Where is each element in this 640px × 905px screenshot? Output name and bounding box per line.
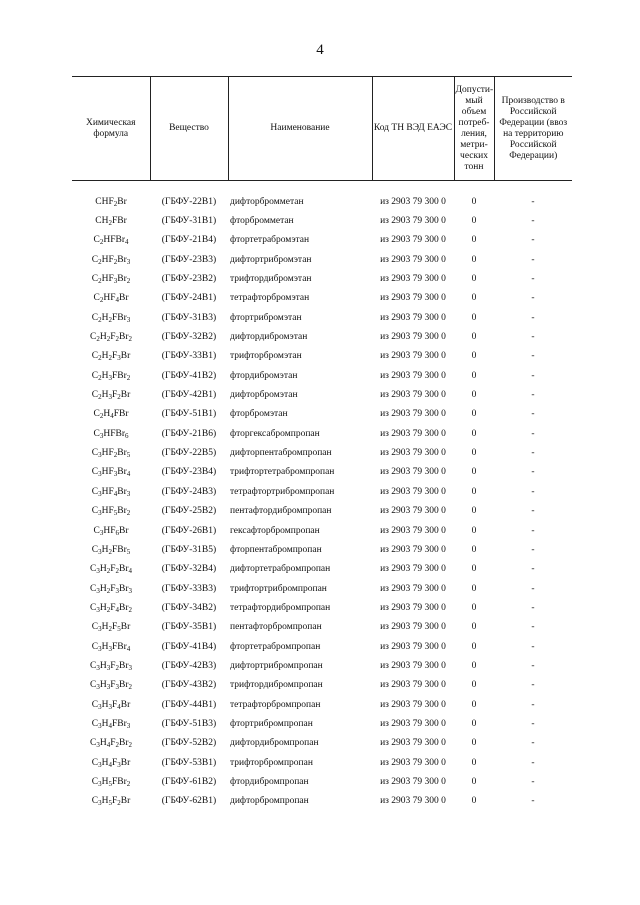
cell-allowed-consumption: 0 <box>471 254 477 265</box>
cell-name: фтортетрабромпропан <box>230 641 321 652</box>
cell-allowed-consumption: 0 <box>471 796 477 807</box>
cell-code: из 2903 79 300 0 <box>380 428 446 439</box>
cell-name: дифторпентабромпропан <box>230 448 332 459</box>
cell-formula: $C_3H_4FBr_3$ <box>91 718 131 730</box>
cell-name: трифтортрибромпропан <box>230 583 327 594</box>
substances-table-container <box>72 76 572 811</box>
cell-allowed-consumption: 0 <box>471 622 477 633</box>
cell-code: из 2903 79 300 0 <box>380 506 446 517</box>
cell-name: тетрафторбромэтан <box>230 293 310 304</box>
cell-formula: $C_2HF_3Br_2$ <box>91 274 131 286</box>
cell-code: из 2903 79 300 0 <box>380 622 446 633</box>
cell-substance: (ГБФУ-42B1) <box>161 390 217 401</box>
cell-name: дифтортетрабромпропан <box>230 564 331 575</box>
cell-name: дифтордибромпропан <box>230 738 319 749</box>
cell-name: дифтортрибромэтан <box>230 254 312 265</box>
cell-substance: (ГБФУ-22B1) <box>161 196 217 207</box>
cell-allowed-consumption: 0 <box>471 564 477 575</box>
cell-formula: $C_3H_3F_4Br$ <box>91 699 131 711</box>
cell-allowed-consumption: 0 <box>471 448 477 459</box>
cell-formula: $C_2HF_4Br$ <box>93 293 129 305</box>
cell-substance: (ГБФУ-33B3) <box>161 583 217 594</box>
cell-code: из 2903 79 300 0 <box>380 448 446 459</box>
cell-formula: $C_3H_2F_5Br$ <box>91 622 131 634</box>
cell-allowed-consumption: 0 <box>471 235 477 246</box>
cell-production: - <box>531 370 535 381</box>
cell-formula: $C_3HF_4Br_3$ <box>91 486 131 498</box>
cell-code: из 2903 79 300 0 <box>380 293 446 304</box>
cell-code: из 2903 79 300 0 <box>380 680 446 691</box>
cell-production: - <box>531 660 535 671</box>
table-row <box>72 463 572 482</box>
cell-name: дифторбромпропан <box>230 796 309 807</box>
cell-code: из 2903 79 300 0 <box>380 583 446 594</box>
cell-production: - <box>531 602 535 613</box>
cell-substance: (ГБФУ-62B1) <box>161 796 217 807</box>
table-row <box>72 753 572 772</box>
cell-substance: (ГБФУ-34B2) <box>161 602 217 613</box>
cell-production: - <box>531 390 535 401</box>
cell-substance: (ГБФУ-32B4) <box>161 564 217 575</box>
table-row <box>72 289 572 308</box>
table-spacer-row <box>72 181 572 193</box>
cell-name: дифтордибромэтан <box>230 332 308 343</box>
table-row <box>72 560 572 579</box>
cell-code: из 2903 79 300 0 <box>380 699 446 710</box>
cell-formula: $C_2H_2FBr_3$ <box>91 312 131 324</box>
cell-allowed-consumption: 0 <box>471 428 477 439</box>
cell-allowed-consumption: 0 <box>471 738 477 749</box>
cell-name: фтордибромэтан <box>230 370 298 381</box>
cell-substance: (ГБФУ-25B2) <box>161 506 217 517</box>
substances-table <box>72 76 572 811</box>
cell-allowed-consumption: 0 <box>471 196 477 207</box>
cell-substance: (ГБФУ-31B3) <box>161 312 217 323</box>
cell-name: пентафторбромпропан <box>230 622 322 633</box>
table-row <box>72 637 572 656</box>
cell-substance: (ГБФУ-53B1) <box>161 757 217 768</box>
cell-name: фторбромметан <box>230 216 294 227</box>
cell-code: из 2903 79 300 0 <box>380 216 446 227</box>
cell-formula: $C_2H_2F_3Br$ <box>91 351 131 363</box>
cell-formula: $C_3HF_6Br$ <box>93 525 129 537</box>
cell-name: дифторбромметан <box>230 196 304 207</box>
cell-formula: $C_3H_2F_4Br_2$ <box>89 602 132 614</box>
cell-substance: (ГБФУ-61B2) <box>161 776 217 787</box>
cell-formula: $C_3HF_3Br_4$ <box>91 467 131 479</box>
cell-production: - <box>531 293 535 304</box>
cell-name: фторпентабромпропан <box>230 544 322 555</box>
cell-substance: (ГБФУ-22B5) <box>161 448 217 459</box>
cell-name: пентафтордибромпропан <box>230 506 332 517</box>
header-code: Код ТН ВЭД ЕАЭС <box>372 77 454 181</box>
cell-substance: (ГБФУ-23B2) <box>161 274 217 285</box>
cell-formula: $C_3H_3F_2Br_3$ <box>89 660 132 672</box>
table-row <box>72 772 572 791</box>
table-row <box>72 424 572 443</box>
cell-substance: (ГБФУ-42B3) <box>161 660 217 671</box>
cell-code: из 2903 79 300 0 <box>380 409 446 420</box>
cell-production: - <box>531 254 535 265</box>
table-row <box>72 231 572 250</box>
cell-formula: $CHF_2Br$ <box>95 196 127 208</box>
cell-formula: $C_3HFBr_6$ <box>93 428 129 440</box>
cell-production: - <box>531 332 535 343</box>
cell-code: из 2903 79 300 0 <box>380 757 446 768</box>
table-row <box>72 579 572 598</box>
cell-code: из 2903 79 300 0 <box>380 390 446 401</box>
table-row <box>72 598 572 617</box>
cell-production: - <box>531 641 535 652</box>
cell-substance: (ГБФУ-44B1) <box>161 699 217 710</box>
cell-allowed-consumption: 0 <box>471 332 477 343</box>
cell-production: - <box>531 544 535 555</box>
cell-production: - <box>531 312 535 323</box>
cell-formula: $C_2HF_2Br_3$ <box>91 254 131 266</box>
table-row <box>72 269 572 288</box>
cell-formula: $CH_2FBr$ <box>95 216 127 228</box>
cell-name: фтортрибромпропан <box>230 718 313 729</box>
cell-production: - <box>531 796 535 807</box>
cell-allowed-consumption: 0 <box>471 506 477 517</box>
header-production: Производство в Российской Федерации (ввоз на территорию Российской Федерации) <box>494 77 572 181</box>
cell-name: гексафторбромпропан <box>230 525 320 536</box>
cell-substance: (ГБФУ-52B2) <box>161 738 217 749</box>
cell-code: из 2903 79 300 0 <box>380 196 446 207</box>
cell-name: фтордибромпропан <box>230 776 309 787</box>
cell-name: дифторбромэтан <box>230 390 298 401</box>
table-row <box>72 618 572 637</box>
cell-name: тетрафтортрибромпропан <box>230 486 335 497</box>
cell-allowed-consumption: 0 <box>471 390 477 401</box>
cell-code: из 2903 79 300 0 <box>380 641 446 652</box>
cell-name: трифторбромпропан <box>230 757 313 768</box>
table-row <box>72 366 572 385</box>
cell-code: из 2903 79 300 0 <box>380 738 446 749</box>
cell-substance: (ГБФУ-23B3) <box>161 254 217 265</box>
cell-code: из 2903 79 300 0 <box>380 235 446 246</box>
cell-production: - <box>531 409 535 420</box>
cell-name: трифторбромэтан <box>230 351 302 362</box>
cell-production: - <box>531 583 535 594</box>
cell-formula: $C_2HFBr_4$ <box>93 235 129 247</box>
cell-name: дифтортрибромпропан <box>230 660 323 671</box>
cell-production: - <box>531 486 535 497</box>
page-number: 4 <box>316 42 324 58</box>
header-formula: Химическая формула <box>72 77 150 181</box>
cell-allowed-consumption: 0 <box>471 467 477 478</box>
cell-formula: $C_2H_4FBr$ <box>93 409 129 421</box>
cell-formula: $C_2H_3FBr_2$ <box>91 370 131 382</box>
cell-allowed-consumption: 0 <box>471 370 477 381</box>
cell-code: из 2903 79 300 0 <box>380 486 446 497</box>
cell-production: - <box>531 351 535 362</box>
cell-name: фторгексабромпропан <box>230 428 320 439</box>
header-substance: Вещество <box>150 77 228 181</box>
cell-allowed-consumption: 0 <box>471 699 477 710</box>
cell-code: из 2903 79 300 0 <box>380 274 446 285</box>
table-body <box>72 181 572 812</box>
cell-formula: $C_3H_4F_3Br$ <box>91 757 131 769</box>
cell-substance: (ГБФУ-51B1) <box>161 409 217 420</box>
cell-code: из 2903 79 300 0 <box>380 564 446 575</box>
table-row <box>72 385 572 404</box>
table-row <box>72 734 572 753</box>
cell-substance: (ГБФУ-33B1) <box>161 351 217 362</box>
table-row <box>72 405 572 424</box>
cell-substance: (ГБФУ-21B6) <box>161 428 217 439</box>
cell-production: - <box>531 467 535 478</box>
table-row <box>72 540 572 559</box>
header-allowed-consumption: Допусти- мый объем потреб- ления, метри- ческих тонн <box>454 77 494 181</box>
table-row <box>72 792 572 811</box>
header-name: Наименование <box>228 77 372 181</box>
cell-allowed-consumption: 0 <box>471 583 477 594</box>
cell-allowed-consumption: 0 <box>471 757 477 768</box>
cell-formula: $C_3H_2FBr_5$ <box>91 544 131 556</box>
cell-allowed-consumption: 0 <box>471 486 477 497</box>
cell-substance: (ГБФУ-21B4) <box>161 235 217 246</box>
cell-substance: (ГБФУ-26B1) <box>161 525 217 536</box>
cell-formula: $C_3H_4F_2Br_2$ <box>89 738 132 750</box>
cell-allowed-consumption: 0 <box>471 293 477 304</box>
cell-formula: $C_3HF_5Br_2$ <box>91 506 131 518</box>
cell-substance: (ГБФУ-31B5) <box>161 544 217 555</box>
table-row <box>72 211 572 230</box>
cell-code: из 2903 79 300 0 <box>380 718 446 729</box>
cell-name: трифтордибромэтан <box>230 274 312 285</box>
cell-allowed-consumption: 0 <box>471 351 477 362</box>
table-row <box>72 443 572 462</box>
cell-code: из 2903 79 300 0 <box>380 544 446 555</box>
cell-name: трифтортетрабромпропан <box>230 467 335 478</box>
cell-substance: (ГБФУ-35B1) <box>161 622 217 633</box>
cell-formula: $C_3H_3F_3Br_2$ <box>89 680 132 692</box>
cell-code: из 2903 79 300 0 <box>380 660 446 671</box>
cell-production: - <box>531 699 535 710</box>
cell-allowed-consumption: 0 <box>471 680 477 691</box>
cell-allowed-consumption: 0 <box>471 602 477 613</box>
cell-allowed-consumption: 0 <box>471 544 477 555</box>
cell-formula: $C_3H_5F_2Br$ <box>91 796 131 808</box>
table-header-row <box>72 77 572 181</box>
table-row <box>72 482 572 501</box>
table-row <box>72 250 572 269</box>
cell-code: из 2903 79 300 0 <box>380 332 446 343</box>
cell-code: из 2903 79 300 0 <box>380 370 446 381</box>
cell-substance: (ГБФУ-31B1) <box>161 216 217 227</box>
cell-production: - <box>531 196 535 207</box>
table-row <box>72 502 572 521</box>
cell-formula: $C_3HF_2Br_5$ <box>91 448 131 460</box>
table-row <box>72 347 572 366</box>
cell-code: из 2903 79 300 0 <box>380 602 446 613</box>
cell-formula: $C_2H_3F_2Br$ <box>91 390 131 402</box>
cell-production: - <box>531 757 535 768</box>
table-row <box>72 714 572 733</box>
cell-code: из 2903 79 300 0 <box>380 796 446 807</box>
table-row <box>72 327 572 346</box>
cell-name: трифтордибромпропан <box>230 680 323 691</box>
cell-allowed-consumption: 0 <box>471 718 477 729</box>
cell-allowed-consumption: 0 <box>471 274 477 285</box>
cell-allowed-consumption: 0 <box>471 660 477 671</box>
cell-formula: $C_2H_2F_2Br_2$ <box>89 332 132 344</box>
cell-formula: $C_3H_2F_3Br_3$ <box>89 583 132 595</box>
cell-production: - <box>531 525 535 536</box>
cell-production: - <box>531 216 535 227</box>
cell-substance: (ГБФУ-24B1) <box>161 293 217 304</box>
cell-substance: (ГБФУ-43B2) <box>161 680 217 691</box>
cell-allowed-consumption: 0 <box>471 641 477 652</box>
cell-allowed-consumption: 0 <box>471 525 477 536</box>
cell-allowed-consumption: 0 <box>471 312 477 323</box>
cell-production: - <box>531 718 535 729</box>
cell-substance: (ГБФУ-32B2) <box>161 332 217 343</box>
cell-name: тетрафтордибромпропан <box>230 602 331 613</box>
cell-formula: $C_3H_5FBr_2$ <box>91 776 131 788</box>
cell-code: из 2903 79 300 0 <box>380 467 446 478</box>
cell-production: - <box>531 622 535 633</box>
cell-production: - <box>531 738 535 749</box>
table-row <box>72 656 572 675</box>
cell-name: фтортрибромэтан <box>230 312 302 323</box>
cell-allowed-consumption: 0 <box>471 776 477 787</box>
cell-allowed-consumption: 0 <box>471 409 477 420</box>
cell-formula: $C_3H_3FBr_4$ <box>91 641 131 653</box>
cell-name: тетрафторбромпропан <box>230 699 321 710</box>
cell-code: из 2903 79 300 0 <box>380 254 446 265</box>
cell-code: из 2903 79 300 0 <box>380 525 446 536</box>
cell-name: фтортетрабромэтан <box>230 235 310 246</box>
cell-production: - <box>531 448 535 459</box>
table-row <box>72 192 572 211</box>
cell-substance: (ГБФУ-51B3) <box>161 718 217 729</box>
cell-substance: (ГБФУ-41B2) <box>161 370 217 381</box>
cell-code: из 2903 79 300 0 <box>380 776 446 787</box>
cell-production: - <box>531 428 535 439</box>
cell-production: - <box>531 680 535 691</box>
table-row <box>72 308 572 327</box>
cell-production: - <box>531 776 535 787</box>
cell-allowed-consumption: 0 <box>471 216 477 227</box>
cell-substance: (ГБФУ-24B3) <box>161 486 217 497</box>
cell-code: из 2903 79 300 0 <box>380 351 446 362</box>
cell-code: из 2903 79 300 0 <box>380 312 446 323</box>
cell-production: - <box>531 564 535 575</box>
cell-substance: (ГБФУ-41B4) <box>161 641 217 652</box>
table-row <box>72 676 572 695</box>
table-row <box>72 695 572 714</box>
cell-name: фторбромэтан <box>230 409 288 420</box>
table-row <box>72 521 572 540</box>
cell-formula: $C_3H_2F_2Br_4$ <box>89 564 132 576</box>
cell-substance: (ГБФУ-23B4) <box>161 467 217 478</box>
cell-production: - <box>531 274 535 285</box>
cell-production: - <box>531 506 535 517</box>
cell-production: - <box>531 235 535 246</box>
